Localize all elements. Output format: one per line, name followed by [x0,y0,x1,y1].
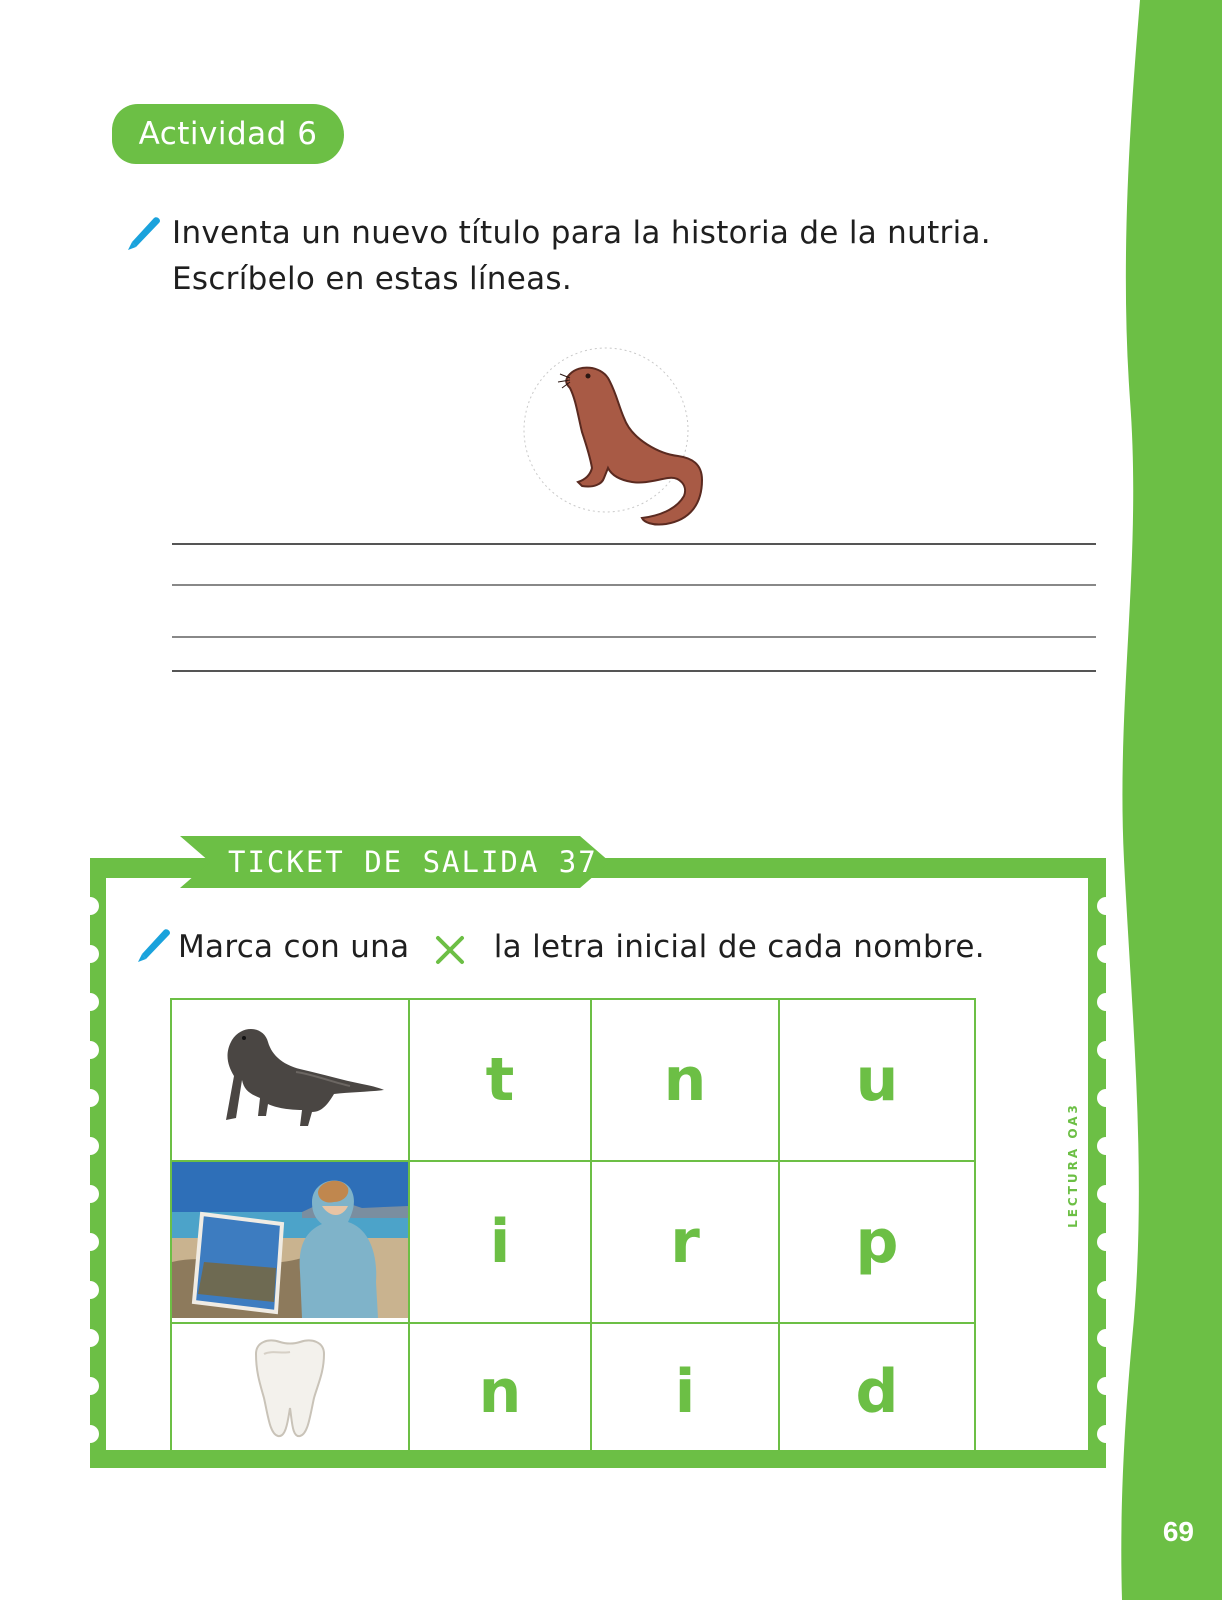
activity-badge: Actividad 6 [112,104,344,164]
ticket-instruction [178,920,985,970]
pencil-icon [134,924,174,964]
writing-line-2[interactable] [172,584,1096,586]
letter-option[interactable]: d [779,1323,975,1461]
writing-line-3[interactable] [172,636,1096,638]
tooth-photo-cell [171,1323,409,1461]
letter-choice-grid [170,998,976,1462]
instruction-line-1: Inventa un nuevo título para la historia de la nutria. [172,215,991,251]
activity-instruction [172,210,1072,302]
letter-option[interactable]: t [409,999,591,1161]
grid-row [171,999,975,1161]
grid-row [171,1323,975,1461]
instruction-line-2: Escríbelo en estas líneas. [172,261,573,297]
ticket-instruction-end: la letra inicial de cada nombre. [493,928,985,965]
otter-photo-cell [171,999,409,1161]
grid-row [171,1161,975,1323]
ticket-instruction-start: Marca con una [178,928,410,965]
side-decoration-band [1112,0,1222,1600]
letter-option[interactable]: i [591,1323,779,1461]
otter-illustration [520,344,720,534]
letter-option[interactable]: n [409,1323,591,1461]
pencil-icon [124,212,164,252]
page-number: 69 [1162,1516,1194,1547]
letter-option[interactable]: u [779,999,975,1161]
otter-photo [172,1000,408,1156]
letter-option[interactable]: i [409,1161,591,1323]
writing-line-4[interactable] [172,670,1096,672]
writing-line-1[interactable] [172,543,1096,545]
painter-photo-cell [171,1161,409,1323]
letter-option[interactable]: r [591,1161,779,1323]
letter-option[interactable]: n [591,999,779,1161]
ticket-title: TICKET DE SALIDA 37 [228,845,598,879]
letter-option[interactable]: p [779,1161,975,1323]
curriculum-code: LECTURA OA3 [1066,1102,1080,1228]
tooth-photo [172,1324,408,1456]
painter-photo [172,1162,408,1318]
x-mark-icon [434,931,466,963]
